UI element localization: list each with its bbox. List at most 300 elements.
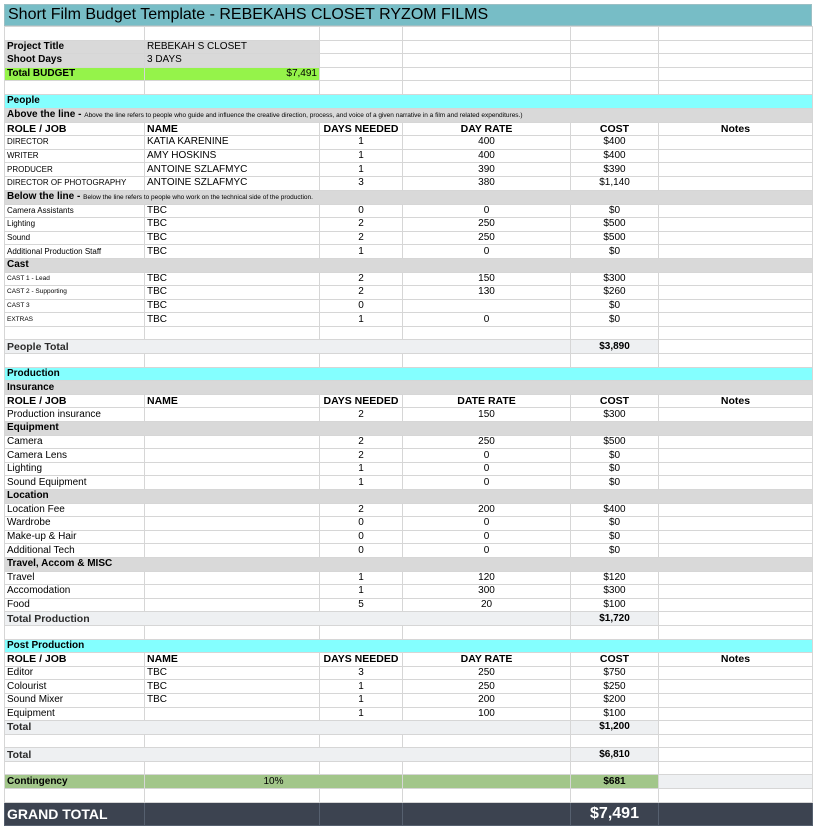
name-cell[interactable]: ANTOINE SZLAFMYC (145, 176, 320, 190)
name-cell[interactable] (145, 408, 320, 422)
cost-cell[interactable]: $0 (571, 299, 659, 313)
spacer-row (5, 354, 813, 368)
notes-cell[interactable] (659, 245, 813, 259)
days-cell[interactable]: 2 (320, 408, 403, 422)
table-row (5, 286, 813, 300)
empty-cell[interactable] (145, 326, 320, 340)
cost-cell[interactable]: $400 (571, 503, 659, 517)
rate-cell[interactable]: 250 (403, 231, 571, 245)
empty-cell[interactable] (320, 27, 403, 41)
col-role[interactable]: ROLE / JOB (5, 653, 145, 667)
col-rate[interactable]: DAY RATE (403, 122, 571, 136)
cost-cell[interactable]: $400 (571, 149, 659, 163)
days-cell[interactable]: 1 (320, 707, 403, 721)
empty-cell[interactable] (659, 734, 813, 748)
notes-cell[interactable] (659, 231, 813, 245)
contingency-value[interactable]: $681 (571, 775, 659, 789)
role-cell[interactable]: Production insurance (5, 408, 145, 422)
role-cell[interactable]: CAST 2 - Supporting (5, 286, 145, 300)
rate-cell[interactable] (403, 299, 571, 313)
name-cell[interactable] (145, 462, 320, 476)
role-cell[interactable]: Editor (5, 666, 145, 680)
table-row (5, 666, 813, 680)
role-cell[interactable]: Location Fee (5, 503, 145, 517)
cost-cell[interactable]: $100 (571, 707, 659, 721)
rate-cell[interactable]: 380 (403, 176, 571, 190)
empty-cell[interactable] (659, 326, 813, 340)
cost-cell[interactable]: $1,140 (571, 176, 659, 190)
notes-cell[interactable] (659, 503, 813, 517)
shoot-days-value[interactable]: 3 DAYS (145, 54, 320, 68)
days-cell[interactable]: 1 (320, 693, 403, 707)
name-cell[interactable] (145, 544, 320, 558)
days-cell[interactable]: 1 (320, 245, 403, 259)
empty-cell[interactable] (659, 27, 813, 41)
cost-cell[interactable]: $500 (571, 435, 659, 449)
name-cell[interactable] (145, 598, 320, 612)
days-cell[interactable]: 2 (320, 218, 403, 232)
rate-cell[interactable]: 250 (403, 435, 571, 449)
notes-cell[interactable] (659, 163, 813, 177)
notes-cell[interactable] (659, 612, 813, 626)
production-total-label[interactable]: Total Production (5, 612, 571, 626)
cost-cell[interactable]: $0 (571, 544, 659, 558)
role-cell[interactable]: Wardrobe (5, 517, 145, 531)
role-cell[interactable]: Accomodation (5, 585, 145, 599)
col-rate[interactable]: DATE RATE (403, 394, 571, 408)
total-budget-value[interactable]: $7,491 (145, 67, 320, 81)
rate-cell[interactable]: 120 (403, 571, 571, 585)
col-name[interactable]: NAME (145, 653, 320, 667)
role-cell[interactable]: Lighting (5, 462, 145, 476)
col-notes[interactable]: Notes (659, 122, 813, 136)
days-cell[interactable]: 0 (320, 530, 403, 544)
name-cell[interactable]: TBC (145, 666, 320, 680)
table-row (5, 245, 813, 259)
rate-cell[interactable]: 0 (403, 530, 571, 544)
notes-cell[interactable] (659, 299, 813, 313)
rate-cell[interactable]: 200 (403, 503, 571, 517)
empty-cell[interactable] (571, 625, 659, 639)
empty-cell[interactable] (571, 789, 659, 803)
notes-cell[interactable] (659, 680, 813, 694)
notes-cell[interactable] (659, 313, 813, 327)
notes-cell[interactable] (659, 598, 813, 612)
empty-cell[interactable] (403, 789, 571, 803)
empty-cell[interactable] (403, 625, 571, 639)
total-budget-label[interactable]: Total BUDGET (5, 67, 145, 81)
empty-cell[interactable] (571, 761, 659, 775)
cost-cell[interactable]: $260 (571, 286, 659, 300)
col-role[interactable]: ROLE / JOB (5, 394, 145, 408)
days-cell[interactable]: 2 (320, 503, 403, 517)
grand-total-label[interactable]: GRAND TOTAL (5, 802, 145, 825)
cost-cell[interactable]: $0 (571, 245, 659, 259)
sub-heading[interactable]: Insurance (5, 381, 813, 395)
empty-cell[interactable] (403, 734, 571, 748)
name-cell[interactable]: TBC (145, 680, 320, 694)
section-heading[interactable]: Post Production (5, 639, 813, 653)
empty-cell[interactable] (403, 802, 571, 825)
notes-cell[interactable] (659, 585, 813, 599)
empty-cell[interactable] (403, 54, 571, 68)
days-cell[interactable]: 0 (320, 299, 403, 313)
cost-cell[interactable]: $0 (571, 530, 659, 544)
rate-cell[interactable]: 0 (403, 449, 571, 463)
rate-cell[interactable]: 0 (403, 517, 571, 531)
cost-cell[interactable]: $0 (571, 476, 659, 490)
empty-cell[interactable] (145, 802, 320, 825)
empty-cell[interactable] (659, 761, 813, 775)
empty-cell[interactable] (320, 81, 403, 95)
empty-cell[interactable] (403, 81, 571, 95)
sub-heading[interactable]: Cast (5, 258, 813, 272)
grand-total-value[interactable]: $7,491 (571, 802, 659, 825)
notes-cell[interactable] (659, 462, 813, 476)
name-cell[interactable] (145, 707, 320, 721)
col-cost[interactable]: COST (571, 394, 659, 408)
post-total-value[interactable]: $1,200 (571, 721, 659, 735)
name-cell[interactable] (145, 517, 320, 531)
col-rate[interactable]: DAY RATE (403, 653, 571, 667)
role-cell[interactable]: Travel (5, 571, 145, 585)
col-notes[interactable]: Notes (659, 653, 813, 667)
rate-cell[interactable]: 250 (403, 218, 571, 232)
rate-cell[interactable]: 390 (403, 163, 571, 177)
rate-cell[interactable]: 150 (403, 272, 571, 286)
notes-cell[interactable] (659, 218, 813, 232)
shoot-days-label[interactable]: Shoot Days (5, 54, 145, 68)
notes-cell[interactable] (659, 775, 813, 789)
spacer-row (5, 27, 813, 41)
role-cell[interactable]: Sound Mixer (5, 693, 145, 707)
col-days[interactable]: DAYS NEEDED (320, 394, 403, 408)
name-cell[interactable]: TBC (145, 693, 320, 707)
line-note[interactable] (5, 108, 813, 122)
notes-cell[interactable] (659, 517, 813, 531)
days-cell[interactable]: 0 (320, 204, 403, 218)
project-title-label[interactable]: Project Title (5, 40, 145, 54)
line-note[interactable] (5, 190, 813, 204)
rate-cell[interactable]: 0 (403, 476, 571, 490)
empty-cell[interactable] (320, 802, 403, 825)
name-cell[interactable] (145, 435, 320, 449)
empty-cell[interactable] (145, 27, 320, 41)
notes-cell[interactable] (659, 340, 813, 354)
empty-cell[interactable] (571, 67, 659, 81)
empty-cell[interactable] (659, 67, 813, 81)
cost-cell[interactable]: $0 (571, 313, 659, 327)
cost-cell[interactable]: $0 (571, 449, 659, 463)
role-cell[interactable]: Sound Equipment (5, 476, 145, 490)
notes-cell[interactable] (659, 408, 813, 422)
empty-cell[interactable] (145, 734, 320, 748)
name-cell[interactable]: TBC (145, 204, 320, 218)
sub-heading-row (5, 381, 813, 395)
project-title-value[interactable]: REBEKAH S CLOSET (145, 40, 320, 54)
empty-cell[interactable] (145, 761, 320, 775)
empty-cell[interactable] (571, 354, 659, 368)
role-cell[interactable]: Food (5, 598, 145, 612)
role-cell[interactable]: CAST 1 - Lead (5, 272, 145, 286)
col-notes[interactable]: Notes (659, 394, 813, 408)
cost-cell[interactable]: $500 (571, 218, 659, 232)
empty-cell[interactable] (5, 761, 145, 775)
empty-cell[interactable] (5, 81, 145, 95)
rate-cell[interactable]: 20 (403, 598, 571, 612)
post-total-label[interactable]: Total (5, 721, 571, 735)
rate-cell[interactable]: 200 (403, 693, 571, 707)
sub-heading[interactable]: Travel, Accom & MISC (5, 557, 813, 571)
empty-cell[interactable] (5, 27, 145, 41)
cost-cell[interactable]: $400 (571, 136, 659, 150)
notes-cell[interactable] (659, 449, 813, 463)
days-cell[interactable]: 0 (320, 517, 403, 531)
empty-cell[interactable] (5, 354, 145, 368)
empty-cell[interactable] (5, 734, 145, 748)
role-cell[interactable]: WRITER (5, 149, 145, 163)
days-cell[interactable]: 1 (320, 136, 403, 150)
name-cell[interactable]: TBC (145, 218, 320, 232)
table-row (5, 313, 813, 327)
name-cell[interactable]: TBC (145, 286, 320, 300)
role-cell[interactable]: Equipment (5, 707, 145, 721)
notes-cell[interactable] (659, 204, 813, 218)
people-total-label[interactable]: People Total (5, 340, 571, 354)
cost-cell[interactable]: $300 (571, 272, 659, 286)
days-cell[interactable]: 3 (320, 176, 403, 190)
col-cost[interactable]: COST (571, 653, 659, 667)
notes-cell[interactable] (659, 693, 813, 707)
days-cell[interactable]: 2 (320, 286, 403, 300)
notes-cell[interactable] (659, 136, 813, 150)
empty-cell[interactable] (320, 40, 403, 54)
empty-cell[interactable] (320, 326, 403, 340)
cost-cell[interactable]: $100 (571, 598, 659, 612)
empty-cell[interactable] (659, 354, 813, 368)
cost-cell[interactable]: $750 (571, 666, 659, 680)
rate-cell[interactable]: 0 (403, 462, 571, 476)
col-days[interactable]: DAYS NEEDED (320, 122, 403, 136)
name-cell[interactable]: TBC (145, 245, 320, 259)
cost-cell[interactable]: $0 (571, 517, 659, 531)
notes-cell[interactable] (659, 286, 813, 300)
col-cost[interactable]: COST (571, 122, 659, 136)
empty-cell[interactable] (403, 27, 571, 41)
name-cell[interactable]: AMY HOSKINS (145, 149, 320, 163)
role-cell[interactable]: Camera Lens (5, 449, 145, 463)
table-row (5, 163, 813, 177)
role-cell[interactable]: Lighting (5, 218, 145, 232)
notes-cell[interactable] (659, 544, 813, 558)
days-cell[interactable]: 3 (320, 666, 403, 680)
col-name[interactable]: NAME (145, 122, 320, 136)
cost-cell[interactable]: $250 (571, 680, 659, 694)
section-heading[interactable]: Production (5, 367, 813, 381)
notes-cell[interactable] (659, 272, 813, 286)
cost-cell[interactable]: $300 (571, 585, 659, 599)
name-cell[interactable] (145, 530, 320, 544)
days-cell[interactable]: 2 (320, 449, 403, 463)
empty-cell[interactable] (659, 802, 813, 825)
days-cell[interactable]: 1 (320, 163, 403, 177)
sheet-title[interactable]: Short Film Budget Template - REBEKAHS CLOSET RYZOM FILMS (4, 4, 812, 26)
name-cell[interactable] (145, 585, 320, 599)
empty-cell[interactable] (320, 625, 403, 639)
empty-cell[interactable] (403, 326, 571, 340)
name-cell[interactable] (145, 571, 320, 585)
notes-cell[interactable] (659, 748, 813, 762)
empty-cell[interactable] (659, 625, 813, 639)
name-cell[interactable]: TBC (145, 231, 320, 245)
empty-cell[interactable] (320, 54, 403, 68)
cost-cell[interactable]: $300 (571, 408, 659, 422)
production-total-value[interactable]: $1,720 (571, 612, 659, 626)
cost-cell[interactable]: $0 (571, 204, 659, 218)
name-cell[interactable] (145, 449, 320, 463)
empty-cell[interactable] (571, 40, 659, 54)
role-cell[interactable]: Camera Assistants (5, 204, 145, 218)
empty-cell[interactable] (403, 775, 571, 789)
contingency-percent[interactable]: 10% (145, 775, 403, 789)
days-cell[interactable]: 1 (320, 149, 403, 163)
col-days[interactable]: DAYS NEEDED (320, 653, 403, 667)
role-cell[interactable]: Additional Tech (5, 544, 145, 558)
summary-total-value[interactable]: $6,810 (571, 748, 659, 762)
empty-cell[interactable] (571, 734, 659, 748)
empty-cell[interactable] (320, 734, 403, 748)
notes-cell[interactable] (659, 707, 813, 721)
cost-cell[interactable]: $120 (571, 571, 659, 585)
name-cell[interactable]: TBC (145, 299, 320, 313)
name-cell[interactable]: TBC (145, 313, 320, 327)
name-cell[interactable]: TBC (145, 272, 320, 286)
name-cell[interactable]: ANTOINE SZLAFMYC (145, 163, 320, 177)
people-total-value[interactable]: $3,890 (571, 340, 659, 354)
notes-cell[interactable] (659, 176, 813, 190)
table-row (5, 136, 813, 150)
rate-cell[interactable]: 300 (403, 585, 571, 599)
cost-cell[interactable]: $390 (571, 163, 659, 177)
table-row (5, 218, 813, 232)
empty-cell[interactable] (145, 354, 320, 368)
role-cell[interactable]: DIRECTOR (5, 136, 145, 150)
name-cell[interactable] (145, 476, 320, 490)
role-cell[interactable]: Colourist (5, 680, 145, 694)
name-cell[interactable] (145, 503, 320, 517)
section-heading[interactable]: People (5, 94, 813, 108)
name-cell[interactable]: KATIA KARENINE (145, 136, 320, 150)
rate-cell[interactable]: 100 (403, 707, 571, 721)
empty-cell[interactable] (145, 789, 320, 803)
empty-cell[interactable] (320, 761, 403, 775)
cost-cell[interactable]: $500 (571, 231, 659, 245)
days-cell[interactable]: 1 (320, 462, 403, 476)
rate-cell[interactable]: 0 (403, 245, 571, 259)
empty-cell[interactable] (571, 54, 659, 68)
empty-cell[interactable] (320, 354, 403, 368)
notes-cell[interactable] (659, 666, 813, 680)
shoot-days-row (5, 54, 813, 68)
sub-heading[interactable]: Equipment (5, 422, 813, 436)
cost-cell[interactable]: $200 (571, 693, 659, 707)
days-cell[interactable]: 2 (320, 272, 403, 286)
empty-cell[interactable] (659, 789, 813, 803)
col-role[interactable]: ROLE / JOB (5, 122, 145, 136)
empty-cell[interactable] (5, 789, 145, 803)
empty-cell[interactable] (571, 326, 659, 340)
sub-heading[interactable]: Location (5, 490, 813, 504)
empty-cell[interactable] (659, 40, 813, 54)
role-cell[interactable]: EXTRAS (5, 313, 145, 327)
empty-cell[interactable] (145, 81, 320, 95)
notes-cell[interactable] (659, 571, 813, 585)
role-cell[interactable]: CAST 3 (5, 299, 145, 313)
empty-cell[interactable] (571, 27, 659, 41)
line-label: Below the line - (7, 190, 84, 202)
days-cell[interactable]: 1 (320, 476, 403, 490)
days-cell[interactable]: 2 (320, 435, 403, 449)
days-cell[interactable]: 5 (320, 598, 403, 612)
summary-total-label[interactable]: Total (5, 748, 571, 762)
rate-cell[interactable]: 400 (403, 149, 571, 163)
notes-cell[interactable] (659, 435, 813, 449)
rate-cell[interactable]: 400 (403, 136, 571, 150)
empty-cell[interactable] (571, 81, 659, 95)
days-cell[interactable]: 0 (320, 544, 403, 558)
days-cell[interactable]: 1 (320, 585, 403, 599)
rate-cell[interactable]: 130 (403, 286, 571, 300)
days-cell[interactable]: 1 (320, 680, 403, 694)
days-cell[interactable]: 1 (320, 313, 403, 327)
contingency-label[interactable]: Contingency (5, 775, 145, 789)
rate-cell[interactable]: 0 (403, 544, 571, 558)
empty-cell[interactable] (320, 67, 403, 81)
role-cell[interactable]: Sound (5, 231, 145, 245)
role-cell[interactable]: Additional Production Staff (5, 245, 145, 259)
empty-cell[interactable] (659, 54, 813, 68)
notes-cell[interactable] (659, 476, 813, 490)
notes-cell[interactable] (659, 530, 813, 544)
budget-table (4, 26, 813, 826)
cost-cell[interactable]: $0 (571, 462, 659, 476)
rate-cell[interactable]: 250 (403, 680, 571, 694)
rate-cell[interactable]: 150 (403, 408, 571, 422)
empty-cell[interactable] (320, 789, 403, 803)
empty-cell[interactable] (403, 761, 571, 775)
notes-cell[interactable] (659, 721, 813, 735)
empty-cell[interactable] (659, 81, 813, 95)
empty-cell[interactable] (5, 326, 145, 340)
table-row (5, 598, 813, 612)
role-cell[interactable]: DIRECTOR OF PHOTOGRAPHY (5, 176, 145, 190)
notes-cell[interactable] (659, 149, 813, 163)
rate-cell[interactable]: 0 (403, 204, 571, 218)
days-cell[interactable]: 1 (320, 571, 403, 585)
col-name[interactable]: NAME (145, 394, 320, 408)
rate-cell[interactable]: 0 (403, 313, 571, 327)
rate-cell[interactable]: 250 (403, 666, 571, 680)
empty-cell[interactable] (145, 625, 320, 639)
empty-cell[interactable] (403, 354, 571, 368)
days-cell[interactable]: 2 (320, 231, 403, 245)
empty-cell[interactable] (403, 40, 571, 54)
empty-cell[interactable] (403, 67, 571, 81)
role-cell[interactable]: Make-up & Hair (5, 530, 145, 544)
empty-cell[interactable] (5, 625, 145, 639)
role-cell[interactable]: PRODUCER (5, 163, 145, 177)
role-cell[interactable]: Camera (5, 435, 145, 449)
